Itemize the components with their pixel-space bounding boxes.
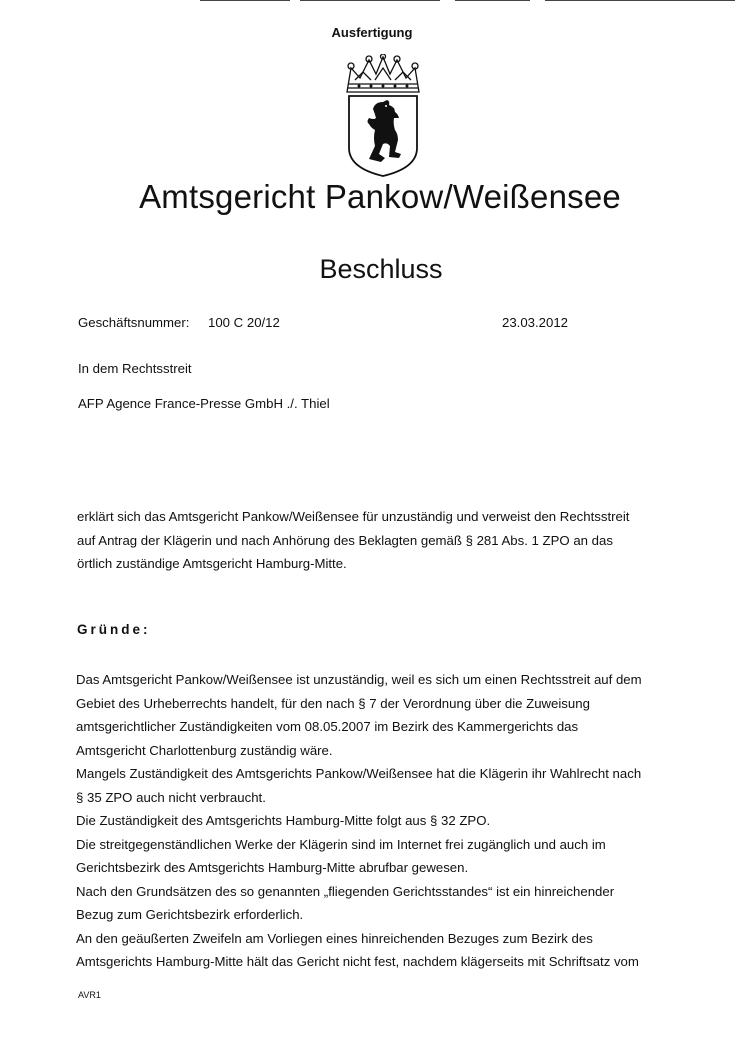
reasons-line: An den geäußerten Zweifeln am Vorliegen eines hinreichenden Bezuges zum Bezirk des [76,930,593,946]
form-code: AVR1 [78,990,101,1000]
case-number: 100 C 20/12 [208,315,280,330]
scan-artifact-line [545,0,735,1]
reasons-line: Gerichtsbezirk des Amtsgerichts Hamburg-Mitte abrufbar gewesen. [76,860,469,875]
parties: AFP Agence France-Presse GmbH ./. Thiel [78,396,330,411]
coat-of-arms-icon [343,54,423,180]
reasons-line: Bezug zum Gerichtsbezirk erforderlich. [76,907,304,922]
reasons-line: Die Zuständigkeit des Amtsgerichts Hamburg-Mitte folgt aus § 32 ZPO. [76,813,491,828]
reasons-heading: Gründe: [77,622,151,637]
reasons-line: amtsgerichtlicher Zuständigkeiten vom 08.05.2007 im Bezirk des Kammergerichts das [76,719,579,734]
document-type: Beschluss [319,254,443,284]
ruling-paragraph [77,505,629,576]
copy-designation: Ausfertigung [331,25,413,40]
case-number-label: Geschäftsnummer: [78,315,190,330]
reasons-line: Amtsgerichts Hamburg-Mitte hält das Gericht nicht fest, nachdem klägerseits mit Schriftsatz vom [76,954,639,969]
reasons-line: Nach den Grundsätzen des so genannten „fliegenden Gerichtsstandes“ ist ein hinreichender [76,883,615,899]
reasons-line: Gebiet des Urheberrechts handelt, für den nach § 7 der Verordnung über die Zuweisung [76,695,590,711]
document-date: 23.03.2012 [502,315,569,330]
ruling-line: auf Antrag der Klägerin und nach Anhörung des Beklagten gemäß § 281 Abs. 1 ZPO an das [77,532,613,548]
reasons-body [76,668,696,974]
court-name: Amtsgericht Pankow/Weißensee [139,178,621,215]
reasons-line: Das Amtsgericht Pankow/Weißensee ist unzuständig, weil es sich um einen Rechtsstreit auf dem [76,672,642,687]
scan-artifact-line [455,0,530,1]
ruling-line: erklärt sich das Amtsgericht Pankow/Weißensee für unzuständig und verweist den Rechtsstreit [77,509,630,524]
reasons-line: § 35 ZPO auch nicht verbraucht. [76,789,266,805]
scan-artifact-line [300,0,440,1]
reasons-line: Die streitgegenständlichen Werke der Klägerin sind im Internet frei zugänglich und auch im [76,836,606,852]
intro-text: In dem Rechtsstreit [78,361,192,376]
ruling-line: örtlich zuständige Amtsgericht Hamburg-Mitte. [77,556,347,571]
reasons-line: Mangels Zuständigkeit des Amtsgerichts Pankow/Weißensee hat die Klägerin ihr Wahlrecht nach [76,766,642,781]
scan-artifact-line [200,0,290,1]
reasons-line: Amtsgericht Charlottenburg zuständig wäre. [76,742,333,758]
